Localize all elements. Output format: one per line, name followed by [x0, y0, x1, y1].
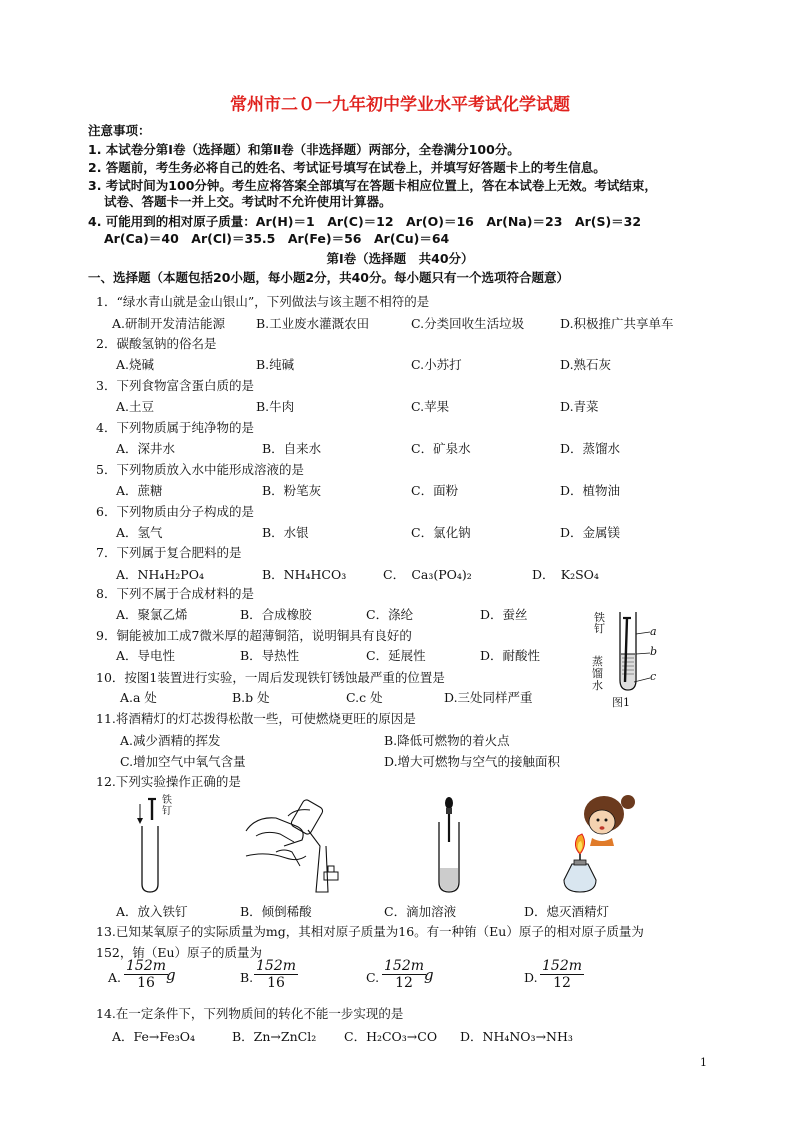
q12-option-c: C．滴加溶液 — [384, 904, 457, 919]
page-title: 常州市二０一九年初中学业水平考试化学试题 — [230, 95, 570, 115]
q9-option-c: C．延展性 — [366, 648, 426, 663]
q7-stem: 7．下列属于复合肥料的是 — [96, 545, 242, 560]
section-title: 一、选择题（本题包括20小题，每小题2分，共40分。每小题只有一个选项符合题意） — [88, 270, 569, 285]
figure-1-point-c: c — [650, 670, 657, 683]
q14-option-d: D．NH₄NO₃→NH₃ — [460, 1029, 573, 1044]
notes-heading: 注意事项： — [88, 123, 151, 138]
q13-option-d-denominator: 12 — [553, 975, 571, 991]
q12b-pouring-acid-illustration — [236, 796, 356, 896]
q3-stem: 3．下列食物富含蛋白质的是 — [96, 378, 254, 393]
q13-stem-line-2: 152，铕（Eu）原子的质量为 — [96, 945, 263, 960]
q9-stem: 9．铜能被加工成7微米厚的超薄铜箔，说明铜具有良好的 — [96, 628, 412, 643]
q9-option-d: D．耐酸性 — [480, 648, 541, 663]
q13-option-c-unit: g — [424, 966, 434, 984]
q14-option-b: B．Zn→ZnCl₂ — [232, 1029, 317, 1044]
q12d-blowing-out-lamp-illustration — [548, 792, 648, 900]
q3-option-c: C.苹果 — [411, 399, 450, 414]
q13-option-b-numerator: 152m — [256, 958, 296, 974]
q4-stem: 4．下列物质属于纯净物的是 — [96, 420, 254, 435]
q13-option-c-letter: C. — [366, 970, 380, 985]
note-line-4b: Ar(Ca)＝40 Ar(Cl)＝35.5 Ar(Fe)＝56 Ar(Cu)＝64 — [104, 231, 450, 246]
q5-option-d: D．植物油 — [560, 483, 621, 498]
q10-option-b: B.b 处 — [232, 690, 270, 705]
q13-option-b-denominator: 16 — [267, 975, 285, 991]
figure-1-point-a: a — [650, 625, 657, 638]
q10-stem: 10．按图1装置进行实验，一周后发现铁钉锈蚀最严重的位置是 — [96, 670, 445, 685]
q14-stem: 14.在一定条件下，下列物质间的转化不能一步实现的是 — [96, 1006, 404, 1021]
q6-stem: 6．下列物质由分子构成的是 — [96, 504, 254, 519]
q2-option-b: B.纯碱 — [256, 357, 295, 372]
page-number: 1 — [700, 1056, 707, 1069]
q13-option-a-fraction — [124, 958, 168, 991]
q14-option-c: C．H₂CO₃→CO — [344, 1029, 438, 1044]
q2-option-c: C.小苏打 — [411, 357, 462, 372]
q13-option-b-fraction — [254, 958, 298, 991]
q7-option-d: D． K₂SO₄ — [532, 567, 599, 582]
q8-option-b: B．合成橡胶 — [240, 607, 312, 622]
q6-option-b: B．水银 — [262, 525, 309, 540]
q13-option-c-fraction — [382, 958, 426, 991]
q1-option-b: B.工业废水灌溉农田 — [256, 316, 370, 331]
q13-option-d-numerator: 152m — [542, 958, 582, 974]
note-line-1: 1. 本试卷分第Ⅰ卷（选择题）和第Ⅱ卷（非选择题）两部分，全卷满分100分。 — [88, 142, 520, 157]
note-line-3b: 试卷、答题卡一并上交。考试时不允许使用计算器。 — [104, 194, 392, 209]
q13-option-c-numerator: 152m — [384, 958, 424, 974]
q8-stem: 8．下列不属于合成材料的是 — [96, 586, 254, 601]
q13-option-a-denominator: 16 — [137, 975, 155, 991]
q1-option-a: A.研制开发清洁能源 — [112, 316, 226, 331]
q14-option-a: A．Fe→Fe₃O₄ — [112, 1029, 196, 1044]
q7-option-c: C． Ca₃(PO₄)₂ — [383, 567, 472, 582]
q2-option-d: D.熟石灰 — [560, 357, 612, 372]
q7-option-a: A．NH₄H₂PO₄ — [116, 567, 204, 582]
q12-option-b: B．倾倒稀酸 — [240, 904, 312, 919]
q13-option-d-letter: D. — [524, 970, 538, 985]
q3-option-a: A.土豆 — [116, 399, 155, 414]
q8-option-d: D．蚕丝 — [480, 607, 528, 622]
q13-option-a-letter: A. — [108, 970, 122, 985]
q2-stem: 2．碳酸氢钠的俗名是 — [96, 336, 217, 351]
q4-option-c: C．矿泉水 — [411, 441, 471, 456]
q5-stem: 5．下列物质放入水中能形成溶液的是 — [96, 462, 304, 477]
q7-option-b: B．NH₄HCO₃ — [262, 567, 347, 582]
q13-option-c-denominator: 12 — [395, 975, 413, 991]
q3-option-d: D.青菜 — [560, 399, 599, 414]
q13-option-d-fraction — [540, 958, 584, 991]
q8-option-c: C．涤纶 — [366, 607, 414, 622]
note-line-4: 4. 可能用到的相对原子质量：Ar(H)＝1 Ar(C)＝12 Ar(O)＝16 Ar(Na)＝23 Ar(S)＝32 — [88, 214, 642, 229]
q13-option-b-letter: B. — [240, 970, 254, 985]
q11-option-d: D.增大可燃物与空气的接触面积 — [384, 754, 561, 769]
q11-stem: 11.将酒精灯的灯芯拨得松散一些，可使燃烧更旺的原因是 — [96, 711, 416, 726]
q3-option-b: B.牛肉 — [256, 399, 295, 414]
volume-title: 第Ⅰ卷（选择题 共40分） — [326, 251, 474, 266]
note-line-2: 2. 答题前，考生务必将自己的姓名、考试证号填写在试卷上，并填写好答题卡上的考生信息。 — [88, 160, 606, 175]
q4-option-b: B．自来水 — [262, 441, 322, 456]
figure-1-water-label: 蒸 馏 水 — [592, 655, 603, 692]
q5-option-c: C．面粉 — [411, 483, 459, 498]
q9-option-a: A．导电性 — [116, 648, 176, 663]
q12c-dropper-illustration — [424, 796, 474, 896]
q13-option-a-unit: g — [166, 966, 176, 984]
q9-option-b: B．导热性 — [240, 648, 300, 663]
q11-option-c: C.增加空气中氧气含量 — [120, 754, 246, 769]
q12a-test-tube-nail-illustration — [128, 796, 168, 896]
q6-option-a: A．氢气 — [116, 525, 163, 540]
q8-option-a: A．聚氯乙烯 — [116, 607, 188, 622]
q6-option-d: D．金属镁 — [560, 525, 621, 540]
q12-option-a: A．放入铁钉 — [116, 904, 188, 919]
q6-option-c: C．氯化钠 — [411, 525, 471, 540]
q13-stem-line-1: 13.已知某氧原子的实际质量为mg，其相对原子质量为16。有一种铕（Eu）原子的相对原子质量为 — [96, 924, 644, 939]
figure-1-caption: 图1 — [612, 696, 630, 709]
q4-option-a: A．深井水 — [116, 441, 176, 456]
q11-option-a: A.减少酒精的挥发 — [120, 733, 221, 748]
q12a-nail-label: 铁 钉 — [162, 795, 172, 817]
q1-option-c: C.分类回收生活垃圾 — [411, 316, 525, 331]
q10-option-c: C.c 处 — [346, 690, 383, 705]
q10-option-a: A.a 处 — [120, 690, 157, 705]
q5-option-b: B．粉笔灰 — [262, 483, 322, 498]
note-line-3: 3. 考试时间为100分钟。考生应将答案全部填写在答题卡相应位置上，答在本试卷上无效。考试结束， — [88, 178, 657, 193]
q5-option-a: A．蔗糖 — [116, 483, 163, 498]
q1-option-d: D.积极推广共享单车 — [560, 316, 674, 331]
q2-option-a: A.烧碱 — [116, 357, 155, 372]
q13-option-a-numerator: 152m — [126, 958, 166, 974]
figure-1-nail-label: 铁 钉 — [594, 611, 605, 635]
q10-option-d: D.三处同样严重 — [444, 690, 533, 705]
q12-stem: 12.下列实验操作正确的是 — [96, 774, 241, 789]
q4-option-d: D．蒸馏水 — [560, 441, 621, 456]
q1-stem: 1．“绿水青山就是金山银山”，下列做法与该主题不相符的是 — [96, 294, 430, 309]
figure-1-test-tube-diagram — [608, 610, 688, 695]
q11-option-b: B.降低可燃物的着火点 — [384, 733, 510, 748]
q12-option-d: D．熄灭酒精灯 — [524, 904, 610, 919]
figure-1-point-b: b — [650, 645, 658, 658]
